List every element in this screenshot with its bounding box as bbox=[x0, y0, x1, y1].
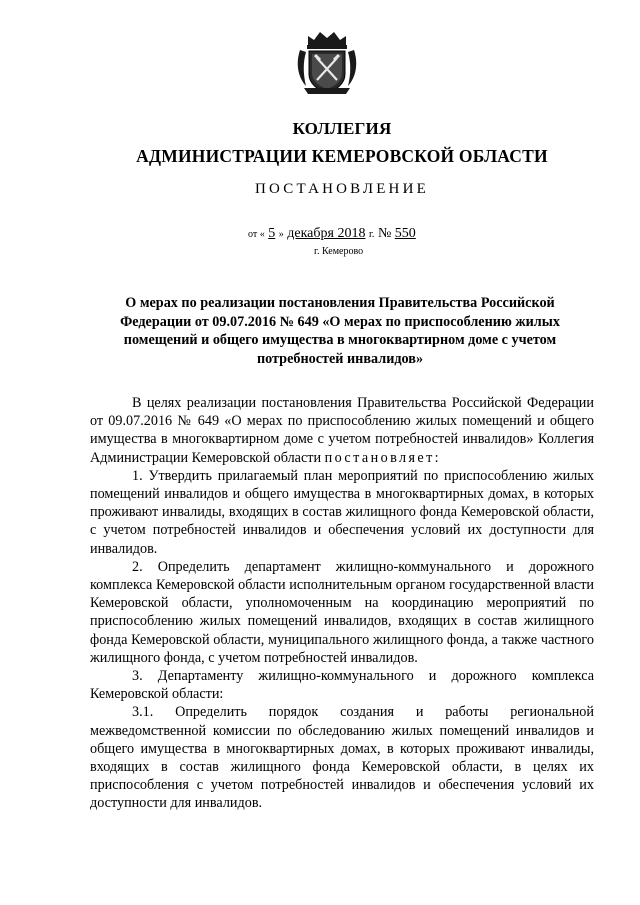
intro-paragraph bbox=[90, 394, 594, 467]
date-number-line bbox=[248, 226, 416, 242]
document-subject: О мерах по реализации постановления Правительства Российской Федерации от 09.07.2016 № 649 «О мерах по приспособлению жилых помещений и общего имущества в многоквартирном доме с учетом потребностей инвалидов» bbox=[120, 295, 560, 367]
date-month-year: декабря 2018 bbox=[287, 226, 366, 241]
date-prefix: от « bbox=[248, 229, 265, 240]
number-label: № bbox=[377, 226, 392, 241]
item-1-paragraph: 1. Утвердить прилагаемый план мероприятий по приспособлению жилых помещений инвалидов и общего имущества в многоквартирных домах, в которых проживают инвалиды, входящих в состав жилищного фонда Кемеровской области, с учетом потребностей инвалидов и обеспечения условий их доступности для инвалидов. bbox=[90, 467, 594, 557]
item-3-1-paragraph: 3.1. Определить порядок создания и работы региональной межведомственной комиссии по обследованию жилых помещений инвалидов и общего имущества в многоквартирных домах, в которых проживают инвалиды, входящих в состав жилищного фонда Кемеровской области, в целях их приспособления с учетом потребностей инвалидов и обеспечения условий их доступности для инвалидов. bbox=[90, 704, 594, 812]
coat-of-arms-icon bbox=[294, 28, 360, 98]
document-number: 550 bbox=[394, 226, 416, 241]
org-title-line1: КОЛЛЕГИЯ bbox=[292, 119, 392, 138]
city-name: г. Кемерово bbox=[314, 246, 364, 257]
document-body bbox=[90, 394, 594, 813]
date-day: 5 bbox=[268, 226, 276, 241]
date-year-suffix: г. bbox=[368, 229, 375, 240]
resolves-word: постановляет: bbox=[324, 449, 442, 466]
item-2-paragraph: 2. Определить департамент жилищно-коммунального и дорожного комплекса Кемеровской области исполнительным органом государственной власти Кемеровской области, уполномоченным на координацию мероприятий по приспособлению жилых помещений инвалидов, входящих в состав жилищного фонда Кемеровской области, муниципального жилищного фонда, а также частного жилищного фонда, с учетом потребностей инвалидов. bbox=[90, 558, 594, 666]
document-type: ПОСТАНОВЛЕНИЕ bbox=[255, 181, 429, 197]
date-mid: » bbox=[278, 229, 284, 240]
item-3-paragraph: 3. Департаменту жилищно-коммунального и дорожного комплекса Кемеровской области: bbox=[90, 668, 594, 703]
intro-text: В целях реализации постановления Правительства Российской Федерации от 09.07.2016 № 649 «О мерах по приспособлению жилых помещений и общего имущества в многоквартирном доме с учетом потребностей инвалидов» Коллегия Администрации Кемеровской области bbox=[90, 395, 594, 466]
org-title-line2: АДМИНИСТРАЦИИ КЕМЕРОВСКОЙ ОБЛАСТИ bbox=[136, 146, 548, 166]
